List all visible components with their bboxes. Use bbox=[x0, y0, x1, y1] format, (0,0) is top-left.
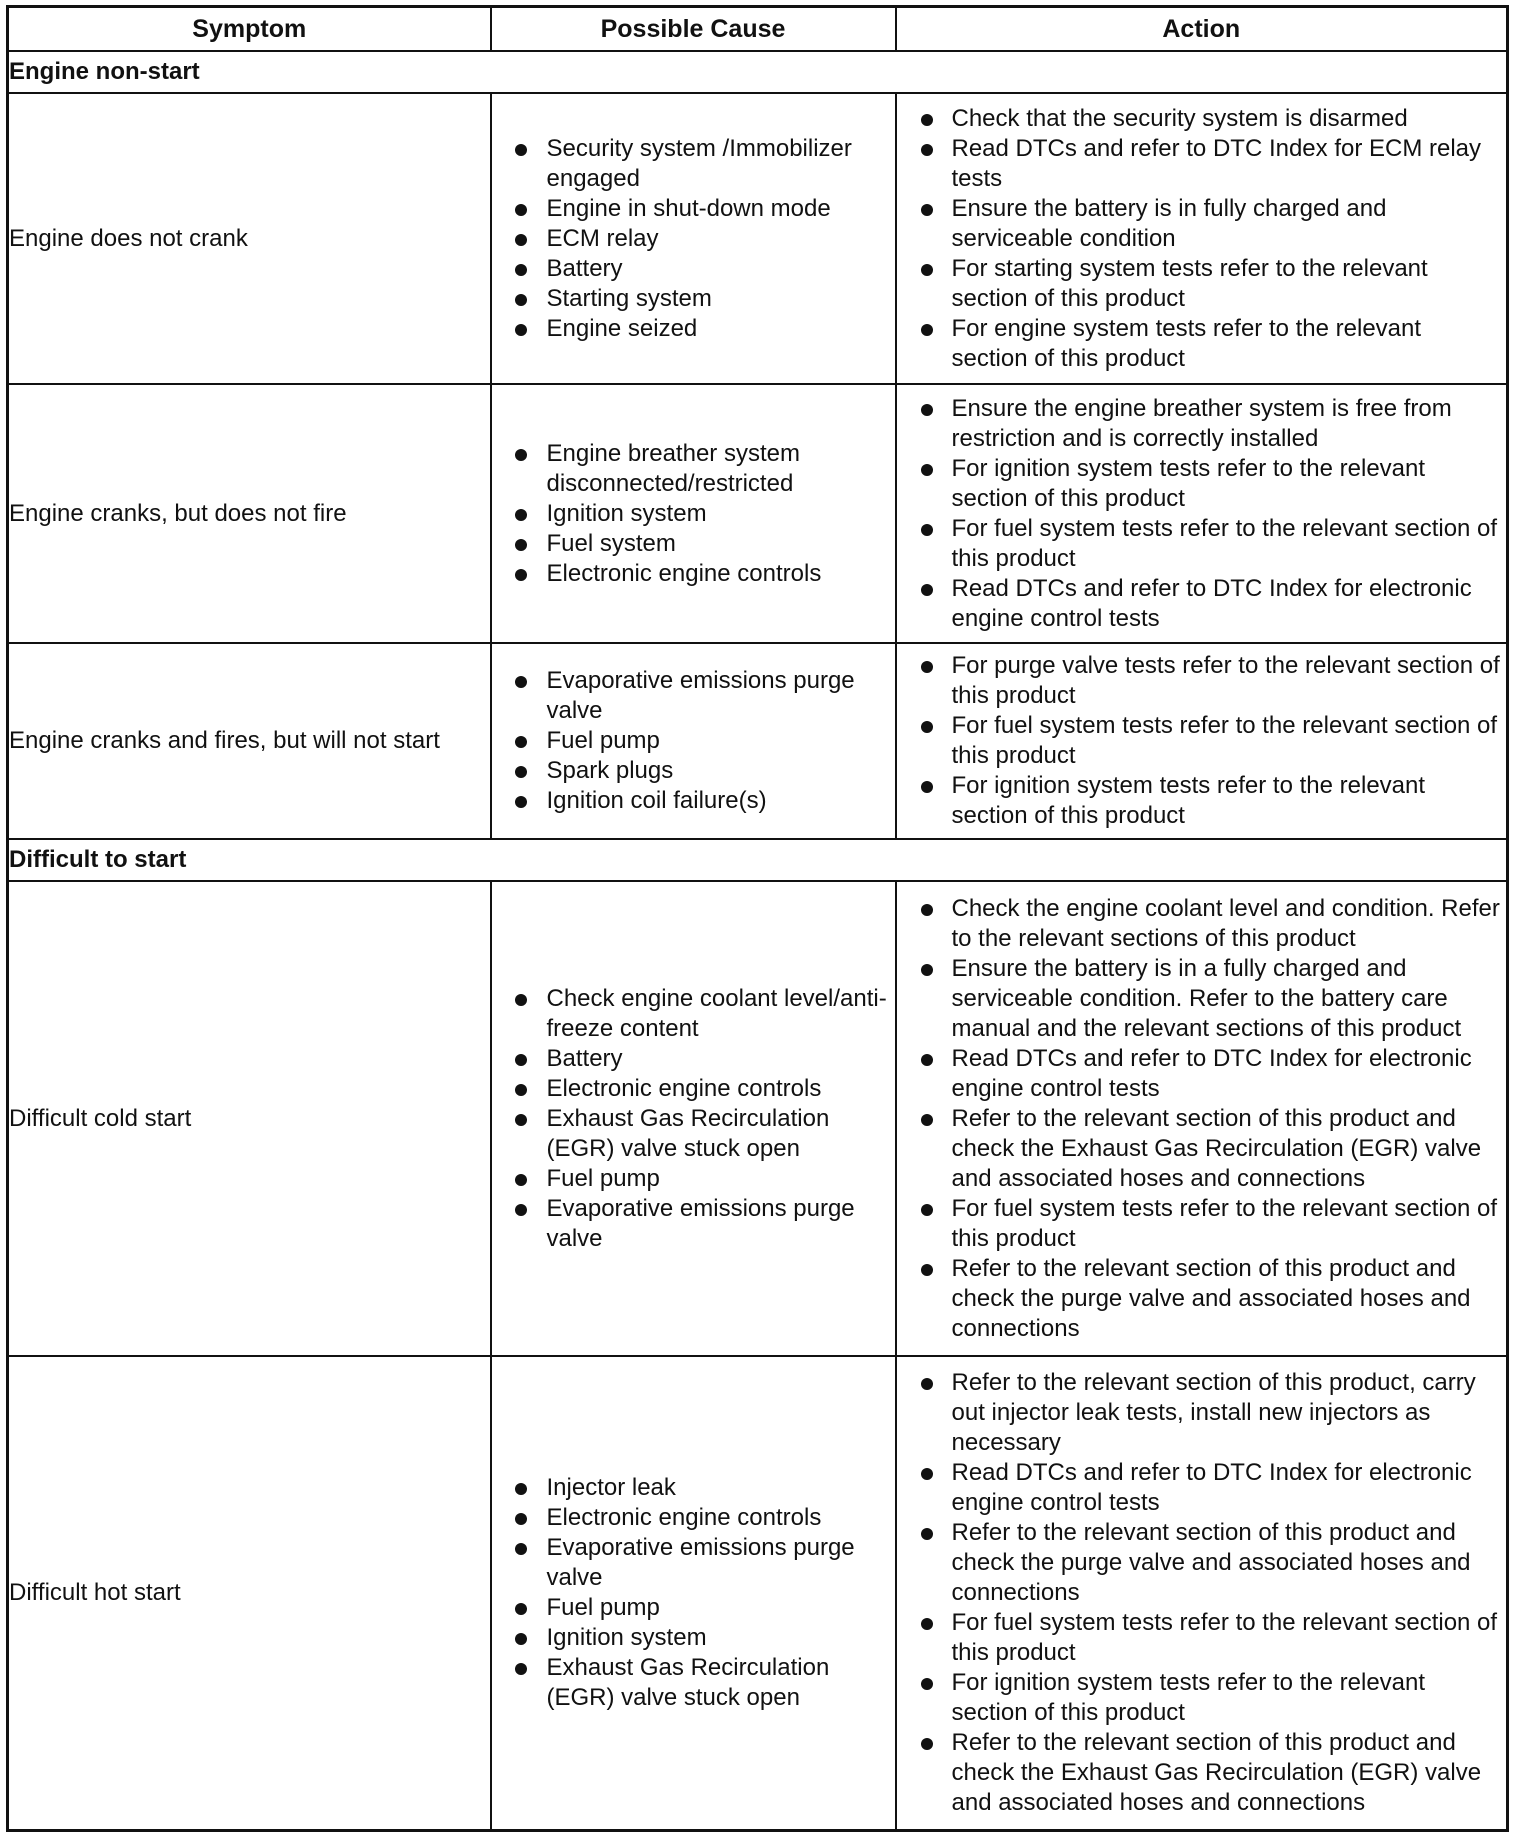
action-item bbox=[897, 104, 1507, 134]
possible-cause-cell bbox=[491, 643, 896, 839]
possible-cause-item bbox=[492, 1593, 895, 1623]
possible-cause-item bbox=[492, 1104, 895, 1164]
action-item bbox=[897, 574, 1507, 634]
possible-cause-item bbox=[492, 756, 895, 786]
possible-cause-text: Fuel pump bbox=[546, 1593, 660, 1621]
action-text: Ensure the battery is in fully charged and serviceable condition bbox=[951, 194, 1387, 252]
possible-cause-text: Injector leak bbox=[546, 1473, 676, 1501]
action-cell bbox=[896, 1356, 1508, 1830]
bullet-icon bbox=[921, 144, 933, 156]
possible-cause-list bbox=[492, 439, 895, 589]
action-text: Refer to the relevant section of this product and check the purge valve and associated hoses and connections bbox=[951, 1254, 1471, 1342]
table-row bbox=[8, 1356, 1508, 1830]
bullet-icon bbox=[921, 1378, 933, 1390]
action-text: Read DTCs and refer to DTC Index for electronic engine control tests bbox=[951, 574, 1472, 632]
possible-cause-text: Battery bbox=[546, 1044, 623, 1072]
bullet-icon bbox=[921, 1204, 933, 1216]
possible-cause-cell bbox=[491, 881, 896, 1356]
possible-cause-text: Electronic engine controls bbox=[546, 1074, 822, 1102]
action-item bbox=[897, 1668, 1507, 1728]
possible-cause-list bbox=[492, 134, 895, 344]
possible-cause-item bbox=[492, 314, 895, 344]
possible-cause-item bbox=[492, 559, 895, 589]
bullet-icon bbox=[515, 1633, 527, 1645]
table-row bbox=[8, 881, 1508, 1356]
header-possible-cause: Possible Cause bbox=[491, 7, 896, 52]
action-text: Check the engine coolant level and condition. Refer to the relevant sections of this product bbox=[951, 894, 1500, 952]
action-list bbox=[897, 1368, 1507, 1818]
possible-cause-item bbox=[492, 284, 895, 314]
bullet-icon bbox=[921, 1678, 933, 1690]
bullet-icon bbox=[921, 661, 933, 673]
section-row bbox=[8, 51, 1508, 93]
possible-cause-text: Spark plugs bbox=[546, 757, 674, 784]
action-text: For fuel system tests refer to the relevant section of this product bbox=[951, 712, 1498, 769]
bullet-icon bbox=[515, 539, 527, 551]
bullet-icon bbox=[921, 1738, 933, 1750]
action-item bbox=[897, 314, 1507, 374]
possible-cause-text: Electronic engine controls bbox=[546, 559, 822, 587]
action-item bbox=[897, 771, 1507, 831]
action-text: For ignition system tests refer to the relevant section of this product bbox=[951, 454, 1426, 512]
bullet-icon bbox=[515, 1174, 527, 1186]
possible-cause-text: Exhaust Gas Recirculation (EGR) valve stuck open bbox=[546, 1653, 830, 1711]
bullet-icon bbox=[921, 721, 933, 733]
symptom-cell: Difficult cold start bbox=[8, 881, 491, 1356]
action-item bbox=[897, 954, 1507, 1044]
action-text: Refer to the relevant section of this product and check the purge valve and associated hoses and connections bbox=[951, 1518, 1471, 1606]
action-text: For purge valve tests refer to the relevant section of this product bbox=[951, 652, 1500, 709]
possible-cause-text: Engine breather system disconnected/restricted bbox=[546, 439, 800, 497]
possible-cause-text: Ignition system bbox=[546, 1623, 707, 1651]
action-text: Read DTCs and refer to DTC Index for electronic engine control tests bbox=[951, 1044, 1472, 1102]
action-list bbox=[897, 104, 1507, 374]
possible-cause-item bbox=[492, 786, 895, 816]
action-text: For ignition system tests refer to the relevant section of this product bbox=[951, 772, 1426, 829]
symptom-cell: Engine cranks and fires, but will not start bbox=[8, 643, 491, 839]
possible-cause-text: Battery bbox=[546, 254, 623, 282]
possible-cause-text: Fuel pump bbox=[546, 727, 660, 754]
bullet-icon bbox=[515, 144, 527, 156]
bullet-icon bbox=[515, 1543, 527, 1555]
bullet-icon bbox=[515, 509, 527, 521]
action-item bbox=[897, 1518, 1507, 1608]
bullet-icon bbox=[515, 1114, 527, 1126]
section-title: Difficult to start bbox=[8, 839, 1508, 881]
action-text: Read DTCs and refer to DTC Index for electronic engine control tests bbox=[951, 1458, 1472, 1516]
action-text: For fuel system tests refer to the relevant section of this product bbox=[951, 1608, 1498, 1666]
bullet-icon bbox=[515, 796, 527, 808]
possible-cause-text: Engine in shut-down mode bbox=[546, 194, 831, 222]
possible-cause-item bbox=[492, 134, 895, 194]
possible-cause-item bbox=[492, 1533, 895, 1593]
diagnostic-table bbox=[6, 5, 1509, 1832]
bullet-icon bbox=[921, 1468, 933, 1480]
bullet-icon bbox=[921, 524, 933, 536]
action-item bbox=[897, 454, 1507, 514]
bullet-icon bbox=[515, 1054, 527, 1066]
action-list bbox=[897, 394, 1507, 634]
bullet-icon bbox=[921, 1054, 933, 1066]
possible-cause-item bbox=[492, 726, 895, 756]
possible-cause-text: ECM relay bbox=[546, 224, 659, 252]
action-text: For fuel system tests refer to the relevant section of this product bbox=[951, 1194, 1498, 1252]
bullet-icon bbox=[515, 234, 527, 246]
table-row bbox=[8, 643, 1508, 839]
action-item bbox=[897, 651, 1507, 711]
possible-cause-list bbox=[492, 666, 895, 816]
bullet-icon bbox=[515, 1084, 527, 1096]
bullet-icon bbox=[515, 736, 527, 748]
symptom-cell: Engine does not crank bbox=[8, 93, 491, 384]
bullet-icon bbox=[515, 1204, 527, 1216]
bullet-icon bbox=[515, 324, 527, 336]
bullet-icon bbox=[515, 1483, 527, 1495]
action-item bbox=[897, 134, 1507, 194]
action-text: For ignition system tests refer to the relevant section of this product bbox=[951, 1668, 1426, 1726]
action-item bbox=[897, 711, 1507, 771]
header-symptom: Symptom bbox=[8, 7, 491, 52]
table-row bbox=[8, 384, 1508, 643]
action-text: Refer to the relevant section of this product and check the Exhaust Gas Recirculation (EGR) valve and associated hoses and connections bbox=[951, 1104, 1482, 1192]
possible-cause-text: Starting system bbox=[546, 284, 712, 312]
symptom-cell: Difficult hot start bbox=[8, 1356, 491, 1830]
action-item bbox=[897, 394, 1507, 454]
table-row bbox=[8, 93, 1508, 384]
bullet-icon bbox=[921, 904, 933, 916]
possible-cause-text: Ignition system bbox=[546, 499, 707, 527]
bullet-icon bbox=[921, 1264, 933, 1276]
bullet-icon bbox=[921, 584, 933, 596]
action-item bbox=[897, 1044, 1507, 1104]
possible-cause-item bbox=[492, 529, 895, 559]
possible-cause-item bbox=[492, 984, 895, 1044]
possible-cause-item bbox=[492, 1503, 895, 1533]
action-list bbox=[897, 894, 1507, 1344]
section-title: Engine non-start bbox=[8, 51, 1508, 93]
action-text: Ensure the engine breather system is free from restriction and is correctly installed bbox=[951, 394, 1452, 452]
action-item bbox=[897, 1104, 1507, 1194]
possible-cause-list bbox=[492, 984, 895, 1254]
bullet-icon bbox=[921, 404, 933, 416]
possible-cause-item bbox=[492, 1653, 895, 1713]
action-item bbox=[897, 1368, 1507, 1458]
action-text: Check that the security system is disarmed bbox=[951, 104, 1408, 132]
possible-cause-text: Security system /Immobilizer engaged bbox=[546, 134, 852, 192]
bullet-icon bbox=[921, 114, 933, 126]
action-item bbox=[897, 254, 1507, 314]
possible-cause-item bbox=[492, 1164, 895, 1194]
possible-cause-item bbox=[492, 1074, 895, 1104]
bullet-icon bbox=[515, 449, 527, 461]
possible-cause-cell bbox=[491, 93, 896, 384]
action-text: For engine system tests refer to the relevant section of this product bbox=[951, 314, 1422, 372]
possible-cause-item bbox=[492, 224, 895, 254]
bullet-icon bbox=[515, 676, 527, 688]
bullet-icon bbox=[515, 294, 527, 306]
symptom-cell: Engine cranks, but does not fire bbox=[8, 384, 491, 643]
bullet-icon bbox=[921, 1528, 933, 1540]
action-item bbox=[897, 1728, 1507, 1818]
action-list bbox=[897, 651, 1507, 831]
possible-cause-text: Evaporative emissions purge valve bbox=[546, 667, 855, 724]
possible-cause-item bbox=[492, 254, 895, 284]
bullet-icon bbox=[515, 569, 527, 581]
bullet-icon bbox=[515, 1663, 527, 1675]
possible-cause-text: Check engine coolant level/anti-freeze content bbox=[546, 984, 887, 1042]
possible-cause-text: Evaporative emissions purge valve bbox=[546, 1194, 855, 1252]
bullet-icon bbox=[921, 1114, 933, 1126]
possible-cause-item bbox=[492, 666, 895, 726]
possible-cause-item bbox=[492, 1623, 895, 1653]
action-cell bbox=[896, 384, 1508, 643]
possible-cause-text: Engine seized bbox=[546, 314, 698, 342]
action-item bbox=[897, 894, 1507, 954]
action-item bbox=[897, 1458, 1507, 1518]
action-text: For fuel system tests refer to the relevant section of this product bbox=[951, 514, 1498, 572]
action-text: Ensure the battery is in a fully charged and serviceable condition. Refer to the battery care manual and the relevant sections of this product bbox=[951, 954, 1462, 1042]
possible-cause-item bbox=[492, 1473, 895, 1503]
possible-cause-item bbox=[492, 499, 895, 529]
possible-cause-item bbox=[492, 1194, 895, 1254]
bullet-icon bbox=[921, 1618, 933, 1630]
table-header-row bbox=[8, 7, 1508, 52]
possible-cause-text: Exhaust Gas Recirculation (EGR) valve stuck open bbox=[546, 1104, 830, 1162]
possible-cause-item bbox=[492, 194, 895, 224]
possible-cause-text: Ignition coil failure(s) bbox=[546, 787, 767, 814]
section-row bbox=[8, 839, 1508, 881]
bullet-icon bbox=[921, 464, 933, 476]
possible-cause-text: Evaporative emissions purge valve bbox=[546, 1533, 855, 1591]
possible-cause-text: Fuel pump bbox=[546, 1164, 660, 1192]
action-text: For starting system tests refer to the relevant section of this product bbox=[951, 254, 1428, 312]
bullet-icon bbox=[921, 324, 933, 336]
bullet-icon bbox=[515, 1603, 527, 1615]
possible-cause-text: Electronic engine controls bbox=[546, 1503, 822, 1531]
action-item bbox=[897, 194, 1507, 254]
action-item bbox=[897, 1194, 1507, 1254]
action-item bbox=[897, 1608, 1507, 1668]
bullet-icon bbox=[515, 766, 527, 778]
bullet-icon bbox=[921, 204, 933, 216]
bullet-icon bbox=[515, 994, 527, 1006]
action-text: Refer to the relevant section of this product and check the Exhaust Gas Recirculation (EGR) valve and associated hoses and connections bbox=[951, 1728, 1482, 1816]
bullet-icon bbox=[921, 964, 933, 976]
bullet-icon bbox=[515, 264, 527, 276]
action-item bbox=[897, 1254, 1507, 1344]
table-body bbox=[8, 51, 1508, 1830]
bullet-icon bbox=[921, 264, 933, 276]
possible-cause-item bbox=[492, 439, 895, 499]
possible-cause-cell bbox=[491, 1356, 896, 1830]
action-text: Refer to the relevant section of this product, carry out injector leak tests, install new injectors as necessary bbox=[951, 1368, 1476, 1456]
action-text: Read DTCs and refer to DTC Index for ECM relay tests bbox=[951, 134, 1482, 192]
action-item bbox=[897, 514, 1507, 574]
possible-cause-text: Fuel system bbox=[546, 529, 676, 557]
action-cell bbox=[896, 93, 1508, 384]
possible-cause-cell bbox=[491, 384, 896, 643]
bullet-icon bbox=[921, 781, 933, 793]
bullet-icon bbox=[515, 1513, 527, 1525]
header-action: Action bbox=[896, 7, 1508, 52]
action-cell bbox=[896, 643, 1508, 839]
possible-cause-list bbox=[492, 1473, 895, 1713]
bullet-icon bbox=[515, 204, 527, 216]
possible-cause-item bbox=[492, 1044, 895, 1074]
action-cell bbox=[896, 881, 1508, 1356]
